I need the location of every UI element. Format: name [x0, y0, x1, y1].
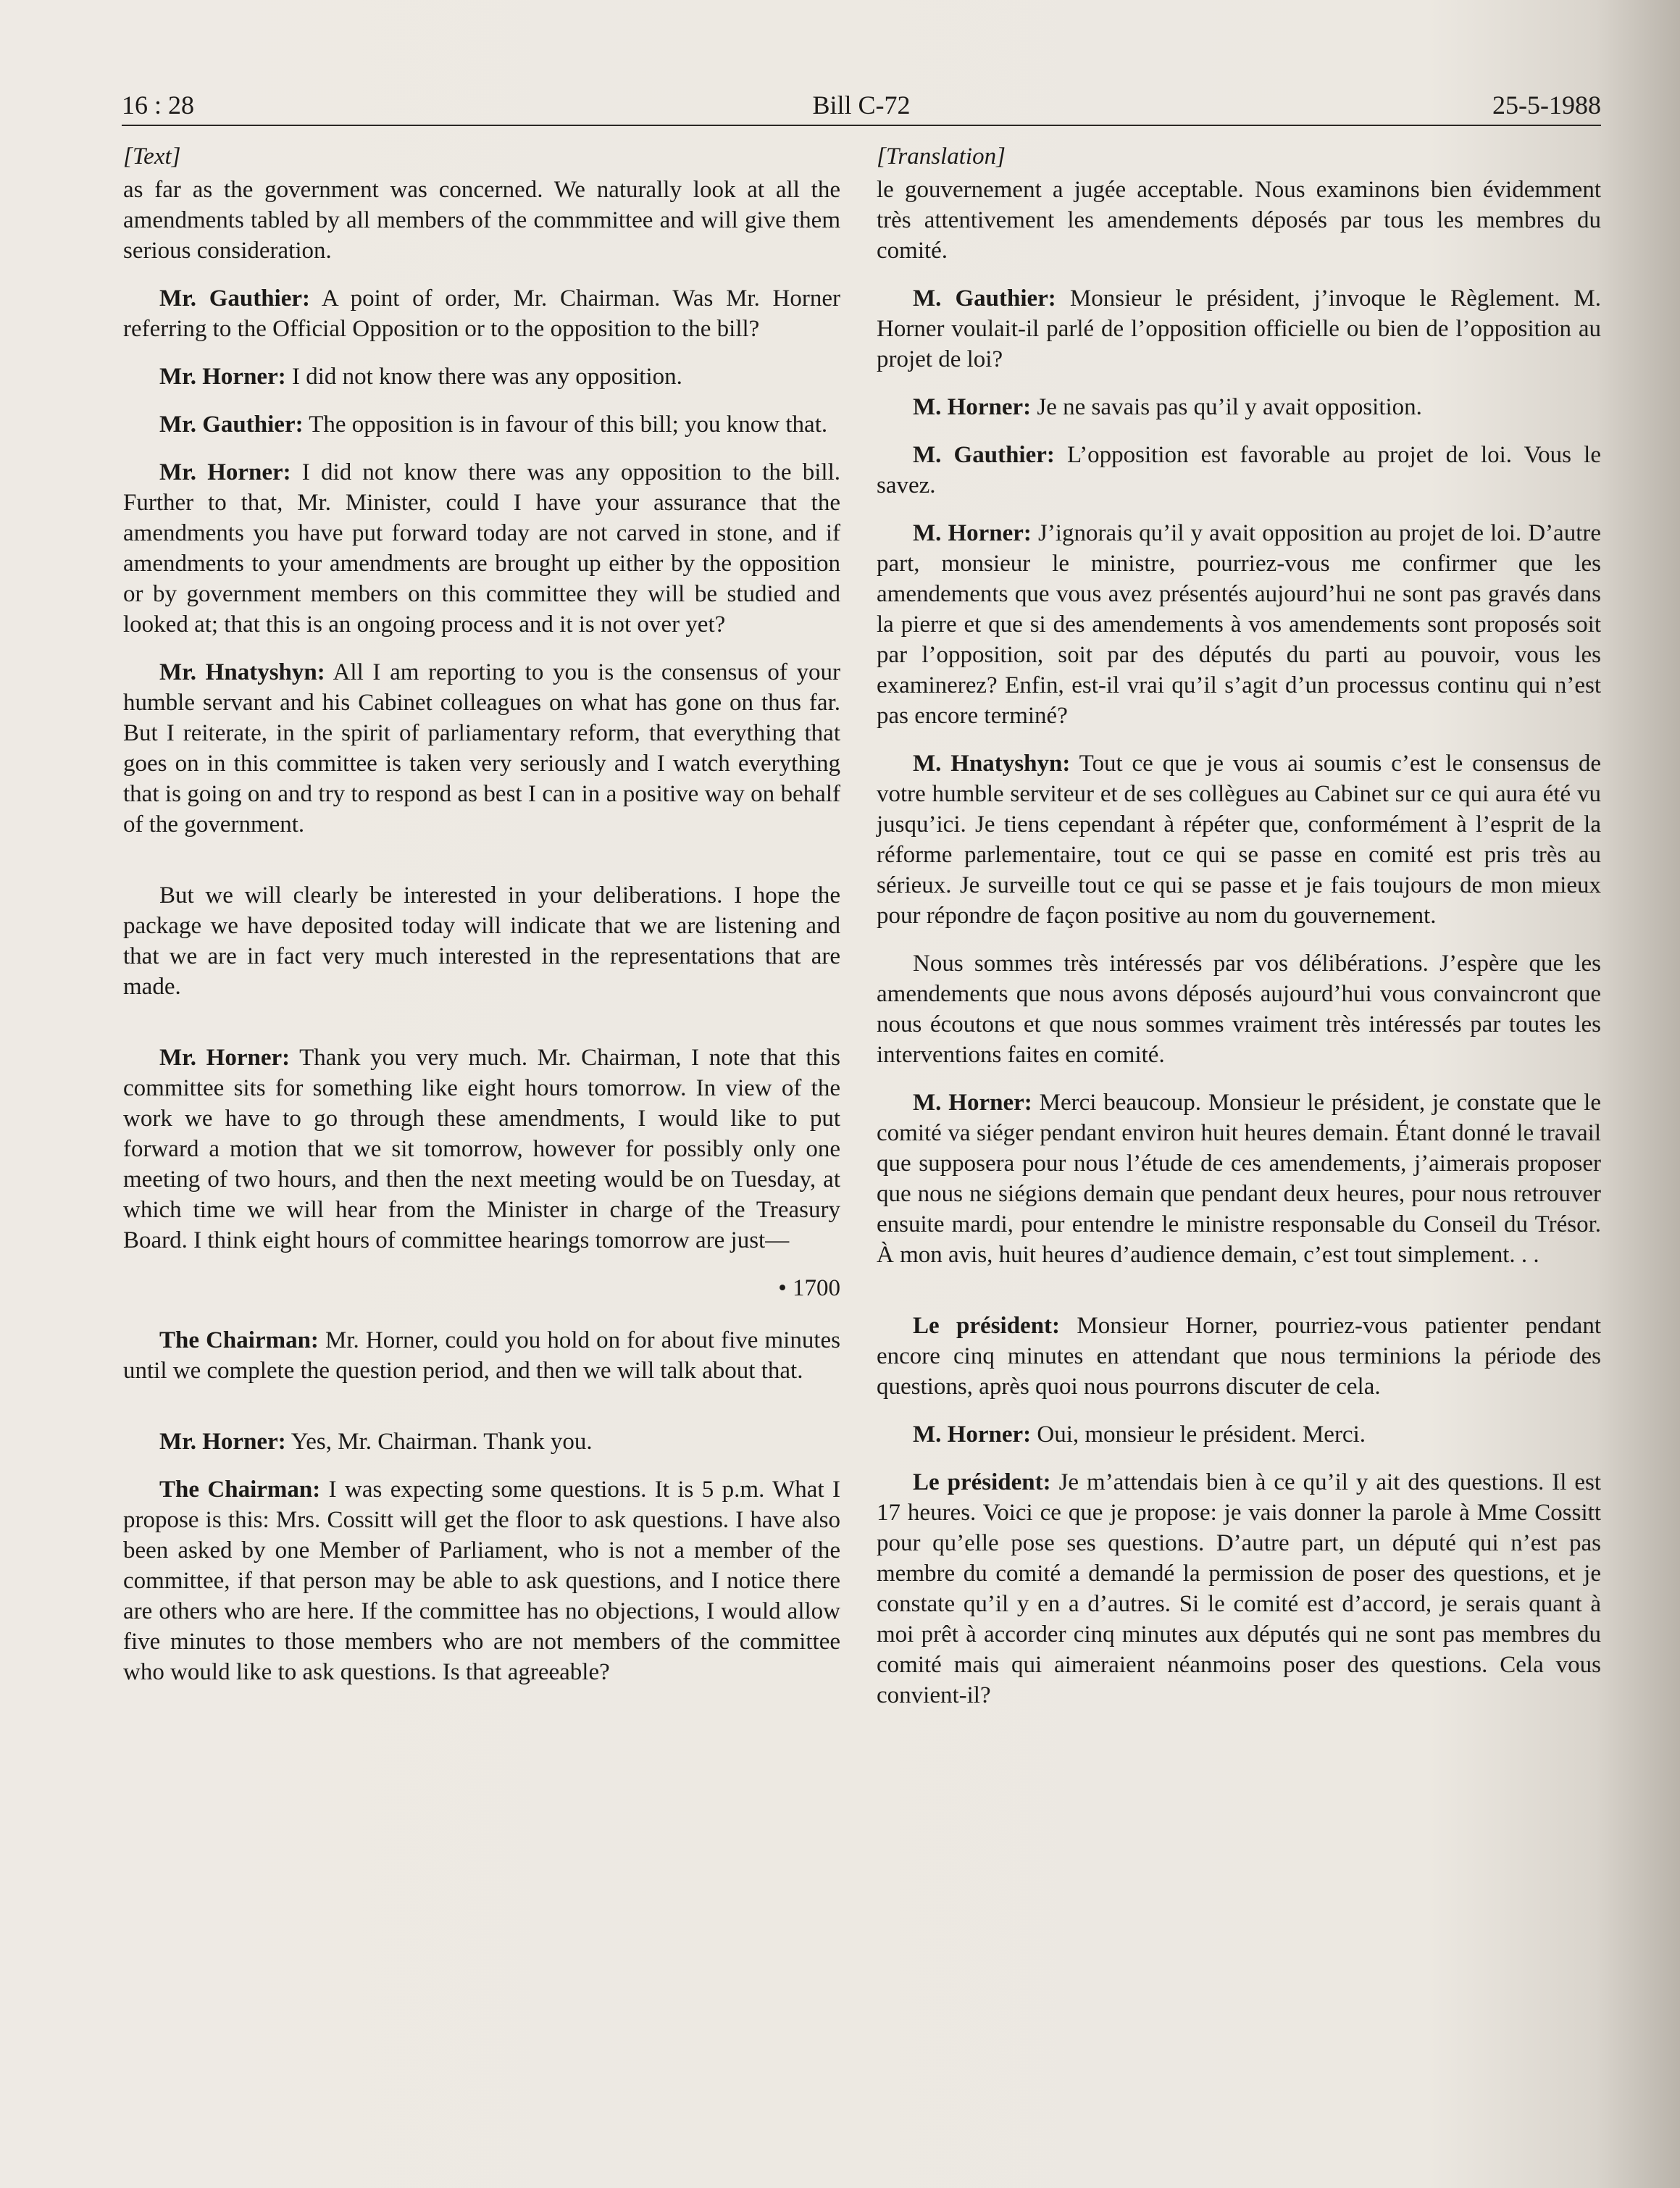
speaker-name: M. Hnatyshyn: — [913, 751, 1071, 777]
speaker-name: Mr. Horner: — [159, 364, 286, 390]
paragraph — [877, 283, 1601, 375]
speaker-name: Le président: — [913, 1469, 1051, 1495]
paragraph — [877, 392, 1601, 422]
speech-text: All I am reporting to you is the consensus of your humble servant and his Cabinet colleagues on what has gone on thus far. But I reiterate, in the spirit of parliamentary reform, that everything that goes on in this committee is taken very seriously and I watch everything that is going on and try to respond as best I can in a positive way on behalf of the government. — [123, 659, 840, 838]
speaker-name: M. Horner: — [913, 520, 1032, 546]
speaker-name: Mr. Horner: — [159, 1045, 291, 1071]
french-column — [877, 141, 1601, 1728]
speech-text: The opposition is in favour of this bill; you know that. — [303, 412, 828, 438]
paragraph — [123, 283, 840, 344]
speaker-name: M. Gauthier: — [913, 285, 1056, 312]
paragraph — [123, 1325, 840, 1386]
paragraph — [123, 657, 840, 840]
page-header — [122, 81, 1601, 126]
speaker-name: M. Horner: — [913, 1090, 1032, 1116]
paragraph — [123, 1474, 840, 1687]
paragraph — [877, 1419, 1601, 1450]
paragraph — [877, 948, 1601, 1070]
bill-title: Bill C-72 — [812, 91, 911, 120]
speech-text: Merci beaucoup. Monsieur le président, je constate que le comité va siéger pendant environ huit heures demain. Étant donné le travail que supposera pour nous l’étude de ces amendements, j’aimerais proposer que nous ne siégions demain que pendant deux heures, pour nous retrouver ensuite mardi, pour entendre le ministre responsable du Conseil du Trésor. À mon avis, huit heures d’audience demain, c’est tout simplement. . . — [877, 1090, 1601, 1268]
paragraph — [877, 748, 1601, 931]
speech-text: But we will clearly be interested in your deliberations. I hope the package we have deposited today will indicate that we are listening and that we are in fact very much interested in the representations that are made. — [123, 882, 840, 1000]
header-date: 25-5-1988 — [1492, 91, 1601, 120]
speech-text: I did not know there was any opposition. — [285, 364, 682, 390]
paragraph — [123, 1043, 840, 1256]
paragraph — [877, 1311, 1601, 1402]
speech-text: Mr. Horner, could you hold on for about five minutes until we complete the question period, and then we will talk about that. — [123, 1327, 840, 1384]
speech-text: I did not know there was any opposition to the bill. Further to that, Mr. Minister, could I have your assurance that the amendments you have put forward today are not carved in stone, and if amendments to your amendments are brought up either by the opposition or by government members on this committee they will be studied and looked at; that this is an ongoing process and it is not over yet? — [123, 459, 840, 638]
speech-text: Nous sommes très intéressés par vos délibérations. J’espère que les amendements que nous avons déposés aujourd’hui vous convaincront que nous écoutons et que nous sommes vraiment très intéressés par toutes les interventions faites en comité. — [877, 951, 1601, 1068]
column-heading: [Text] — [123, 143, 181, 170]
speech-text: Oui, monsieur le président. Merci. — [1031, 1421, 1366, 1448]
english-column — [123, 141, 840, 1705]
speaker-name: Le président: — [913, 1313, 1061, 1339]
speech-text: Thank you very much. Mr. Chairman, I note that this committee sits for something like eight hours tomorrow. In view of the work we have to go through these amendments, I would like to put forward a motion that we sit tomorrow, however for possibly only one meeting of two hours, and then the next meeting would be on Tuesday, at which time we will hear from the Minister in charge of the Treasury Board. I think eight hours of committee hearings tomorrow are just— — [123, 1045, 840, 1253]
page-number: 16 : 28 — [122, 91, 195, 120]
paragraph — [877, 1087, 1601, 1270]
paragraph — [123, 362, 840, 392]
time-marker: • 1700 — [778, 1275, 840, 1301]
speech-text: A point of order, Mr. Chairman. Was Mr. Horner referring to the Official Opposition or to the opposition to the bill? — [123, 285, 840, 342]
speech-text: Je ne savais pas qu’il y avait opposition. — [1031, 394, 1422, 420]
speech-text: L’opposition est favorable au projet de loi. Vous le savez. — [877, 442, 1601, 498]
paragraph — [123, 880, 840, 1002]
column-heading: [Translation] — [877, 143, 1006, 170]
paragraph — [877, 518, 1601, 731]
paragraph — [877, 1467, 1601, 1711]
speaker-name: M. Horner: — [913, 394, 1032, 420]
paragraph — [123, 175, 840, 266]
speech-text: le gouvernement a jugée acceptable. Nous examinons bien évidemment très attentivement les amendements déposés par tous les membres du comité. — [877, 177, 1601, 264]
speaker-name: Mr. Gauthier: — [159, 412, 304, 438]
speaker-name: Mr. Gauthier: — [159, 285, 311, 312]
paragraph — [877, 175, 1601, 266]
paragraph — [877, 440, 1601, 501]
speech-text: Je m’attendais bien à ce qu’il y ait des questions. Il est 17 heures. Voici ce que je propose: je vais donner la parole à Mme Cossitt pour qu’elle pose ses questions. D’autre part, un député qui n’est pas membre du comité a demandé la permission de poser des questions, et je constate qu’il y en a d’autres. Si le comité est d’accord, je serais quant à moi prêt à accorder cinq minutes aux députés qui ne sont pas membres du comité mais qui aimeraient néanmoins poser des questions. Cela vous convient-il? — [877, 1469, 1601, 1708]
speech-text: Monsieur Horner, pourriez-vous patienter pendant encore cinq minutes en attendant que nous terminions la période des questions, après quoi nous pourrons discuter de cela. — [877, 1313, 1601, 1400]
speech-text: I was expecting some questions. It is 5 p.m. What I propose is this: Mrs. Cossitt will get the floor to ask questions. I have also been asked by one Member of Parliament, who is not a member of the committee, if that person may be able to ask questions, and I notice there are others who are here. If the committee has no objections, I would allow five minutes to those members who are not members of the committee who would like to ask questions. Is that agreeable? — [123, 1477, 841, 1685]
speech-text: J’ignorais qu’il y avait opposition au projet de loi. D’autre part, monsieur le ministre, pourriez-vous me confirmer que les amendements que vous avez présentés aujourd’hui ne sont pas gravés dans la pierre et que si des amendements à vos amendements sont proposés soit par l’opposition, soit par des députés du parti au pouvoir, vous les examinerez? Enfin, est-il vrai qu’il s’agit d’un processus continu qui n’est pas encore terminé? — [877, 520, 1601, 729]
speaker-name: M. Gauthier: — [913, 442, 1055, 468]
speaker-name: M. Horner: — [913, 1421, 1032, 1448]
speaker-name: The Chairman: — [159, 1327, 319, 1353]
paragraph — [123, 1427, 840, 1457]
speech-text: as far as the government was concerned. We naturally look at all the amendments tabled by all members of the commmittee and will give them serious consideration. — [123, 177, 840, 264]
speech-text: Yes, Mr. Chairman. Thank you. — [285, 1429, 593, 1455]
paragraph — [123, 409, 840, 440]
paragraph — [123, 457, 840, 640]
speaker-name: Mr. Hnatyshyn: — [159, 659, 325, 685]
speech-text: Monsieur le président, j’invoque le Règlement. M. Horner voulait-il parlé de l’opposition officielle ou bien de l’opposition au projet de loi? — [877, 285, 1601, 372]
speaker-name: Mr. Horner: — [159, 459, 291, 485]
speaker-name: The Chairman: — [159, 1477, 321, 1503]
speech-text: Tout ce que je vous ai soumis c’est le consensus de votre humble serviteur et de ses collègues au Cabinet sur ce qui aura été vu jusqu’ici. Je tiens cependant à répéter que, conformément à l’esprit de la réforme parlementaire, tout ce qui se passe en comité est pris très au sérieux. Je surveille tout ce qui se passe et je fais toujours de mon mieux pour répondre de façon positive au nom du gouvernement. — [877, 751, 1601, 929]
speaker-name: Mr. Horner: — [159, 1429, 286, 1455]
